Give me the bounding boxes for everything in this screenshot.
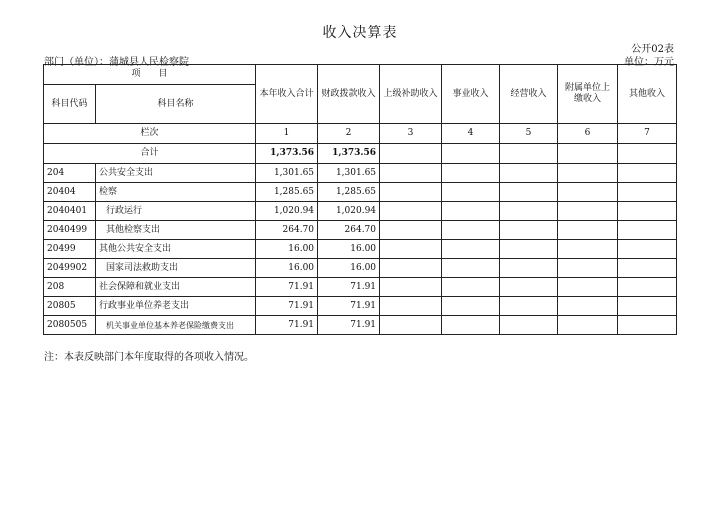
subject-code: 20404 xyxy=(44,183,96,202)
subject-code: 2080505 xyxy=(44,316,96,335)
subject-name: 其他公共安全支出 xyxy=(96,240,256,259)
subject-name: 机关事业单位基本养老保险缴费支出 xyxy=(96,316,256,335)
amount-cell xyxy=(618,278,677,297)
amount-cell xyxy=(500,221,558,240)
amount-cell xyxy=(442,259,500,278)
amount-cell xyxy=(558,297,618,316)
table-row xyxy=(44,240,677,259)
table-row xyxy=(44,183,677,202)
amount-cell: 1,285.65 xyxy=(318,183,380,202)
amount-cell xyxy=(500,259,558,278)
amount-cell xyxy=(558,202,618,221)
amount-cell: 1,020.94 xyxy=(256,202,318,221)
subject-name: 行政事业单位养老支出 xyxy=(96,297,256,316)
table-row xyxy=(44,221,677,240)
subject-name: 公共安全支出 xyxy=(96,164,256,183)
footnote: 注：本表反映部门本年度取得的各项收入情况。 xyxy=(44,352,254,363)
amount-cell: 71.91 xyxy=(256,297,318,316)
amount-cell xyxy=(558,278,618,297)
amount-cell xyxy=(380,316,442,335)
subject-name: 检察 xyxy=(96,183,256,202)
amount-cell xyxy=(442,316,500,335)
total-label: 合计 xyxy=(44,144,256,164)
col-header-7: 其他收入 xyxy=(618,65,677,124)
amount-cell: 1,285.65 xyxy=(256,183,318,202)
amount-cell xyxy=(380,164,442,183)
total-value: 1,373.56 xyxy=(318,144,380,164)
amount-cell xyxy=(500,297,558,316)
column-number-label: 栏次 xyxy=(44,124,256,144)
amount-cell xyxy=(618,297,677,316)
amount-cell: 16.00 xyxy=(318,259,380,278)
amount-cell xyxy=(618,221,677,240)
col-header-2: 财政拨款收入 xyxy=(318,65,380,124)
amount-cell xyxy=(558,183,618,202)
column-number: 5 xyxy=(500,124,558,144)
amount-cell xyxy=(558,259,618,278)
col-header-4: 事业收入 xyxy=(442,65,500,124)
col-header-1: 本年收入合计 xyxy=(256,65,318,124)
total-value xyxy=(380,144,442,164)
amount-cell: 16.00 xyxy=(256,259,318,278)
amount-cell xyxy=(558,316,618,335)
amount-cell xyxy=(380,221,442,240)
amount-cell xyxy=(442,240,500,259)
column-number: 7 xyxy=(618,124,677,144)
total-value xyxy=(442,144,500,164)
subject-code: 20805 xyxy=(44,297,96,316)
amount-cell xyxy=(618,240,677,259)
amount-cell xyxy=(618,202,677,221)
subject-code-header: 科目代码 xyxy=(44,85,96,124)
amount-cell xyxy=(380,259,442,278)
amount-cell xyxy=(442,297,500,316)
amount-cell: 264.70 xyxy=(318,221,380,240)
amount-cell xyxy=(618,183,677,202)
amount-cell xyxy=(442,183,500,202)
item-header: 项 目 xyxy=(44,65,256,85)
amount-cell xyxy=(380,183,442,202)
subject-code: 2040401 xyxy=(44,202,96,221)
amount-cell xyxy=(380,202,442,221)
amount-cell xyxy=(558,164,618,183)
amount-cell xyxy=(558,221,618,240)
unit-label: 单位：万元 xyxy=(624,57,674,68)
column-number: 3 xyxy=(380,124,442,144)
amount-cell: 16.00 xyxy=(318,240,380,259)
column-number: 6 xyxy=(558,124,618,144)
subject-name: 其他检察支出 xyxy=(96,221,256,240)
amount-cell xyxy=(380,297,442,316)
amount-cell: 1,301.65 xyxy=(318,164,380,183)
amount-cell xyxy=(500,316,558,335)
table-row xyxy=(44,202,677,221)
amount-cell xyxy=(618,259,677,278)
income-table xyxy=(43,64,677,335)
amount-cell: 71.91 xyxy=(318,278,380,297)
amount-cell xyxy=(442,164,500,183)
subject-name: 国家司法救助支出 xyxy=(96,259,256,278)
amount-cell: 71.91 xyxy=(318,316,380,335)
amount-cell xyxy=(442,221,500,240)
amount-cell xyxy=(442,278,500,297)
subject-code: 20499 xyxy=(44,240,96,259)
amount-cell xyxy=(380,278,442,297)
amount-cell xyxy=(500,183,558,202)
amount-cell: 71.91 xyxy=(318,297,380,316)
total-value xyxy=(558,144,618,164)
column-number: 4 xyxy=(442,124,500,144)
column-number: 1 xyxy=(256,124,318,144)
amount-cell: 264.70 xyxy=(256,221,318,240)
subject-name: 行政运行 xyxy=(96,202,256,221)
column-number: 2 xyxy=(318,124,380,144)
amount-cell xyxy=(500,164,558,183)
col-header-5: 经营收入 xyxy=(500,65,558,124)
total-value: 1,373.56 xyxy=(256,144,318,164)
amount-cell xyxy=(618,316,677,335)
amount-cell: 1,301.65 xyxy=(256,164,318,183)
subject-name-header: 科目名称 xyxy=(96,85,256,124)
amount-cell: 71.91 xyxy=(256,278,318,297)
amount-cell xyxy=(500,240,558,259)
total-value xyxy=(500,144,558,164)
subject-name: 社会保障和就业支出 xyxy=(96,278,256,297)
department-label: 部门（单位）：蒲城县人民检察院 xyxy=(44,57,189,68)
subject-code: 2049902 xyxy=(44,259,96,278)
table-row xyxy=(44,278,677,297)
col-header-3: 上级补助收入 xyxy=(380,65,442,124)
amount-cell xyxy=(442,202,500,221)
total-value xyxy=(618,144,677,164)
subject-code: 208 xyxy=(44,278,96,297)
col-header-6: 附属单位上缴收入 xyxy=(558,65,618,124)
amount-cell xyxy=(380,240,442,259)
amount-cell xyxy=(558,240,618,259)
page-title: 收入决算表 xyxy=(322,25,398,41)
table-row xyxy=(44,297,677,316)
amount-cell xyxy=(500,278,558,297)
table-row xyxy=(44,164,677,183)
amount-cell: 16.00 xyxy=(256,240,318,259)
form-code: 公开02表 xyxy=(631,44,674,55)
table-row xyxy=(44,316,677,335)
amount-cell: 71.91 xyxy=(256,316,318,335)
amount-cell: 1,020.94 xyxy=(318,202,380,221)
subject-code: 204 xyxy=(44,164,96,183)
amount-cell xyxy=(500,202,558,221)
amount-cell xyxy=(618,164,677,183)
subject-code: 2040499 xyxy=(44,221,96,240)
table-row xyxy=(44,259,677,278)
